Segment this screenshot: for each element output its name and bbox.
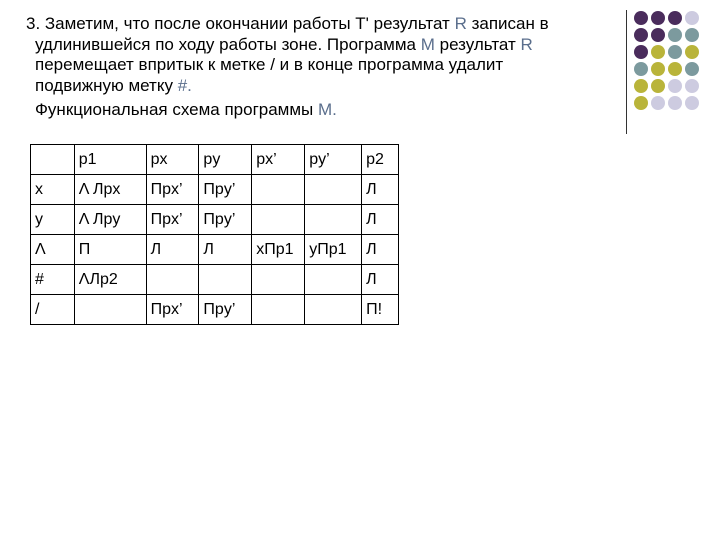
table-cell: py’ (305, 145, 362, 175)
paragraph-line-5 (26, 100, 606, 121)
decor-dot (685, 62, 699, 76)
decor-dot (685, 11, 699, 25)
table-cell: p2 (362, 145, 399, 175)
decor-dot (634, 62, 648, 76)
decor-dot (634, 96, 648, 110)
function-scheme-table (30, 144, 399, 325)
table-cell: x (31, 175, 75, 205)
variable-m: M. (318, 100, 337, 119)
decor-dot (634, 79, 648, 93)
decor-dot (685, 28, 699, 42)
decor-dot (634, 11, 648, 25)
paragraph-line-2 (26, 35, 606, 56)
decor-dot (651, 11, 665, 25)
table-cell: xПp1 (252, 235, 305, 265)
table-cell: Пpx’ (146, 175, 199, 205)
table-cell: Л (362, 205, 399, 235)
table-cell: Λ Лpy (74, 205, 146, 235)
text-span: Функциональная схема программы (35, 100, 318, 119)
table-cell: px’ (252, 145, 305, 175)
table-cell: Пpy’ (199, 295, 252, 325)
text-span: удлинившейся по ходу работы зоне. Программа (35, 34, 421, 54)
table-cell: p1 (74, 145, 146, 175)
table-cell (305, 295, 362, 325)
table-cell (252, 265, 305, 295)
table-cell: px (146, 145, 199, 175)
text-span: подвижную метку (35, 75, 178, 95)
table-cell: П! (362, 295, 399, 325)
decor-dot-grid (634, 11, 699, 110)
table-row (31, 295, 399, 325)
table-cell: Л (362, 235, 399, 265)
table-cell: Пpy’ (199, 175, 252, 205)
table-cell: Λ (31, 235, 75, 265)
mark-hash: #. (177, 75, 192, 95)
variable-r: R (520, 34, 533, 54)
table-cell: Л (146, 235, 199, 265)
decor-dot (685, 96, 699, 110)
table-cell: Л (362, 265, 399, 295)
table-cell: Пpx’ (146, 205, 199, 235)
table-cell (252, 175, 305, 205)
text-span: записан в (466, 14, 549, 33)
table-row (31, 175, 399, 205)
table-cell (74, 295, 146, 325)
table-cell (252, 295, 305, 325)
decor-dot (668, 62, 682, 76)
decor-dot (668, 79, 682, 93)
table-cell: yПp1 (305, 235, 362, 265)
table-cell: П (74, 235, 146, 265)
table-cell: py (199, 145, 252, 175)
decor-dot (685, 45, 699, 59)
table-cell: Пpx’ (146, 295, 199, 325)
decor-dot (668, 45, 682, 59)
decor-dot (651, 45, 665, 59)
decor-dot (651, 96, 665, 110)
table-cell (146, 265, 199, 295)
decor-dot (668, 96, 682, 110)
table-cell (305, 205, 362, 235)
variable-m: M (420, 34, 435, 54)
table-cell (199, 265, 252, 295)
table-cell: ΛЛp2 (74, 265, 146, 295)
table-cell (305, 175, 362, 205)
table-cell: # (31, 265, 75, 295)
decor-dot (634, 28, 648, 42)
text-span: результат (434, 34, 521, 54)
table-cell (252, 205, 305, 235)
table-cell: Л (199, 235, 252, 265)
table-cell (305, 265, 362, 295)
table-row (31, 235, 399, 265)
table-cell: Λ Лpx (74, 175, 146, 205)
table-header-row (31, 145, 399, 175)
decor-dot (668, 28, 682, 42)
paragraph-line-1 (26, 14, 606, 35)
text-span: 3. Заметим, что после окончании работы T' результат (26, 14, 455, 33)
table-row (31, 265, 399, 295)
decor-dot (651, 79, 665, 93)
slide-body-text (26, 14, 606, 121)
paragraph-line-3: перемещает впритык к метке / и в конце программа удалит (35, 55, 504, 74)
table-cell (31, 145, 75, 175)
table-cell: Пpy’ (199, 205, 252, 235)
decor-dot (651, 28, 665, 42)
table-cell: / (31, 295, 75, 325)
variable-r: R (454, 14, 467, 33)
decor-divider-line (626, 10, 627, 134)
table-cell: y (31, 205, 75, 235)
decor-dot (685, 79, 699, 93)
table-cell: Л (362, 175, 399, 205)
decor-dot (668, 11, 682, 25)
decor-dot (651, 62, 665, 76)
paragraph-line-4 (26, 76, 606, 97)
decor-dot (634, 45, 648, 59)
table-row (31, 205, 399, 235)
